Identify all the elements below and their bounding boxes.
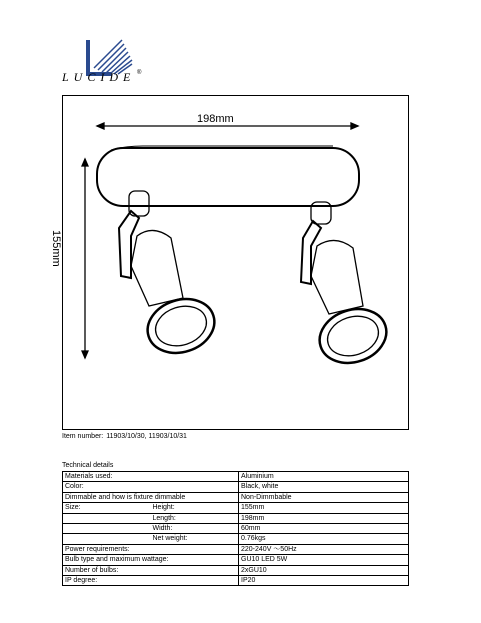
spec-row bbox=[63, 576, 409, 586]
spec-row bbox=[63, 524, 409, 534]
spec-value: IP20 bbox=[239, 576, 409, 586]
spec-value: 155mm bbox=[239, 503, 409, 513]
spec-row bbox=[63, 565, 409, 575]
spec-label: Bulb type and maximum wattage: bbox=[63, 555, 239, 565]
spec-row bbox=[63, 482, 409, 492]
technical-details-title: Technical details bbox=[62, 462, 114, 469]
technical-drawing bbox=[50, 95, 409, 430]
spec-row bbox=[63, 544, 409, 554]
spec-label: Dimmable and how is fixture dimmable bbox=[63, 492, 239, 502]
item-number-label: Item number: bbox=[62, 433, 104, 440]
spec-value: 220-240V ～50Hz bbox=[239, 544, 409, 554]
item-number bbox=[62, 433, 187, 440]
spec-label: Materials used: bbox=[63, 472, 239, 482]
spec-row bbox=[63, 503, 409, 513]
spec-label: Color: bbox=[63, 482, 239, 492]
spec-label bbox=[63, 524, 151, 534]
brand-name: LUCIDE bbox=[62, 70, 136, 84]
spec-sublabel: Height: bbox=[151, 503, 239, 513]
spec-row bbox=[63, 492, 409, 502]
spec-row bbox=[63, 513, 409, 523]
width-dimension-label: 198mm bbox=[197, 113, 234, 125]
spec-label bbox=[63, 534, 151, 544]
height-dimension-label: 155mm bbox=[50, 230, 62, 267]
spec-value: GU10 LED 5W bbox=[239, 555, 409, 565]
spec-value: 0.76kgs bbox=[239, 534, 409, 544]
spec-label: Size: bbox=[63, 503, 151, 513]
spec-sublabel: Net weight: bbox=[151, 534, 239, 544]
technical-details-table bbox=[62, 471, 409, 586]
spec-label: Number of bulbs: bbox=[63, 565, 239, 575]
spec-value: Aluminium bbox=[239, 472, 409, 482]
spec-label: Power requirements: bbox=[63, 544, 239, 554]
spec-label: IP degree: bbox=[63, 576, 239, 586]
spec-row bbox=[63, 534, 409, 544]
spec-row bbox=[63, 555, 409, 565]
spec-row bbox=[63, 472, 409, 482]
spec-label bbox=[63, 513, 151, 523]
spec-sublabel: Length: bbox=[151, 513, 239, 523]
spec-value: 60mm bbox=[239, 524, 409, 534]
spec-value: Non-Dimmbable bbox=[239, 492, 409, 502]
spec-sublabel: Width: bbox=[151, 524, 239, 534]
registered-mark: ® bbox=[137, 70, 142, 76]
spotlight-drawing bbox=[63, 96, 410, 431]
item-number-value: 11903/10/30, 11903/10/31 bbox=[106, 433, 187, 440]
spec-value: 198mm bbox=[239, 513, 409, 523]
spec-value: Black, white bbox=[239, 482, 409, 492]
spec-value: 2xGU10 bbox=[239, 565, 409, 575]
